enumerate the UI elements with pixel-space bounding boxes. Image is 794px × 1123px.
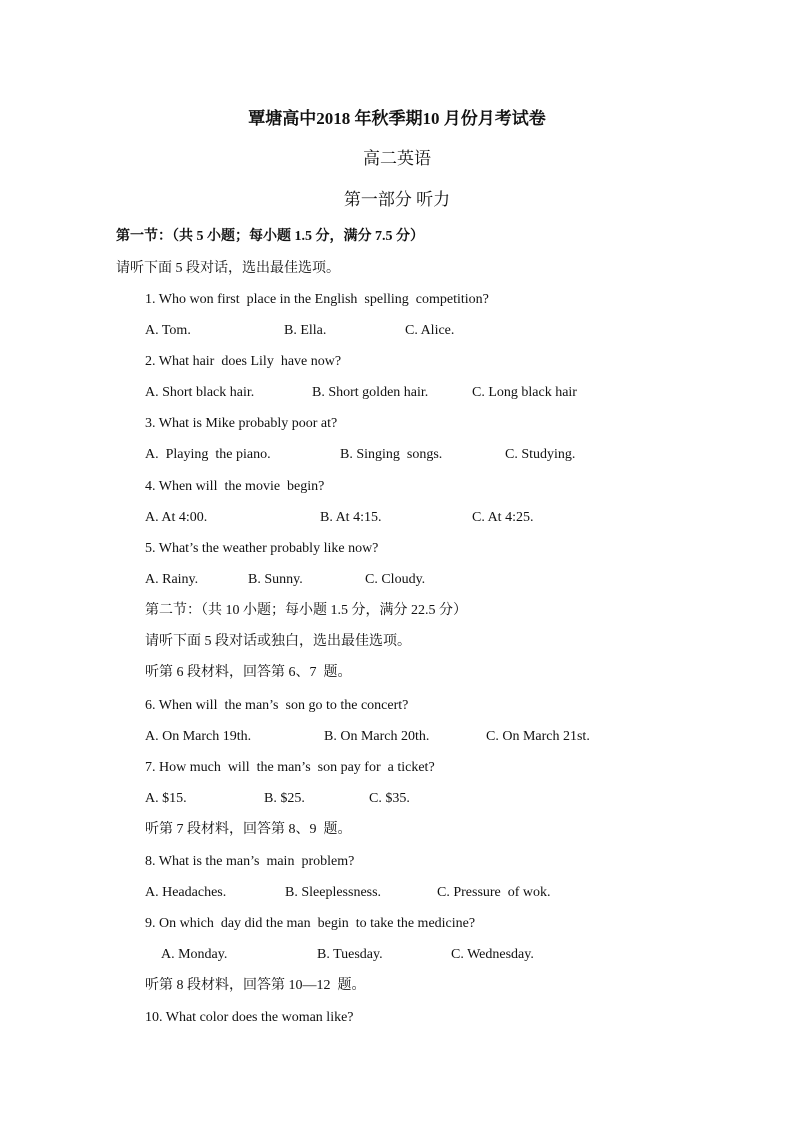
q3-option-c: C. Studying. (505, 447, 576, 462)
q6-option-a: A. On March 19th. (145, 729, 252, 744)
q4-option-c: C. At 4:25. (472, 510, 534, 525)
material-8-note: 听第 8 段材料，回答第 10—12 题。 (145, 978, 366, 993)
question-6: 6. When will the man’s son go to the concert? (145, 698, 409, 713)
question-9: 9. On which day did the man begin to take the medicine? (145, 916, 476, 931)
question-8: 8. What is the man’s main problem? (145, 854, 355, 869)
material-6-note: 听第 6 段材料，回答第 6、7 题。 (145, 665, 352, 680)
section1-heading: 第一节：（共 5 小题；每小题 1.5 分，满分 7.5 分） (116, 229, 424, 244)
q9-option-a: A. Monday. (161, 947, 228, 962)
q2-option-a: A. Short black hair. (145, 385, 255, 400)
q8-option-c: C. Pressure of wok. (437, 885, 551, 900)
q1-option-c: C. Alice. (405, 323, 455, 338)
q3-option-a: A. Playing the piano. (145, 447, 271, 462)
section2-heading: 第二节：（共 10 小题；每小题 1.5 分，满分 22.5 分） (145, 603, 467, 618)
section2-instruction: 请听下面 5 段对话或独白，选出最佳选项。 (145, 634, 411, 649)
subject-title: 高二英语 (363, 149, 431, 168)
question-3: 3. What is Mike probably poor at? (145, 416, 338, 431)
part-title: 第一部分 听力 (343, 190, 451, 209)
q6-option-b: B. On March 20th. (324, 729, 430, 744)
q7-option-b: B. $25. (264, 791, 305, 806)
q7-option-c: C. $35. (369, 791, 410, 806)
q1-option-b: B. Ella. (284, 323, 327, 338)
q6-option-c: C. On March 21st. (486, 729, 590, 744)
question-1: 1. Who won first place in the English spelling competition? (145, 292, 489, 307)
q5-option-a: A. Rainy. (145, 572, 199, 587)
q9-option-b: B. Tuesday. (317, 947, 383, 962)
q2-option-b: B. Short golden hair. (312, 385, 429, 400)
material-7-note: 听第 7 段材料，回答第 8、9 题。 (145, 822, 352, 837)
q8-option-a: A. Headaches. (145, 885, 227, 900)
q7-option-a: A. $15. (145, 791, 187, 806)
question-5: 5. What’s the weather probably like now? (145, 541, 379, 556)
exam-title: 覃塘高中2018 年秋季期10 月份月考试卷 (248, 109, 546, 128)
q3-option-b: B. Singing songs. (340, 447, 443, 462)
q5-option-b: B. Sunny. (248, 572, 303, 587)
question-4: 4. When will the movie begin? (145, 479, 325, 494)
q9-option-c: C. Wednesday. (451, 947, 534, 962)
question-10: 10. What color does the woman like? (145, 1010, 354, 1025)
q4-option-b: B. At 4:15. (320, 510, 382, 525)
q5-option-c: C. Cloudy. (365, 572, 426, 587)
q8-option-b: B. Sleeplessness. (285, 885, 382, 900)
section1-instruction: 请听下面 5 段对话，选出最佳选项。 (116, 261, 340, 276)
q1-option-a: A. Tom. (145, 323, 191, 338)
q2-option-c: C. Long black hair (472, 385, 577, 400)
q4-option-a: A. At 4:00. (145, 510, 208, 525)
question-7: 7. How much will the man’s son pay for a ticket? (145, 760, 435, 775)
question-2: 2. What hair does Lily have now? (145, 354, 342, 369)
